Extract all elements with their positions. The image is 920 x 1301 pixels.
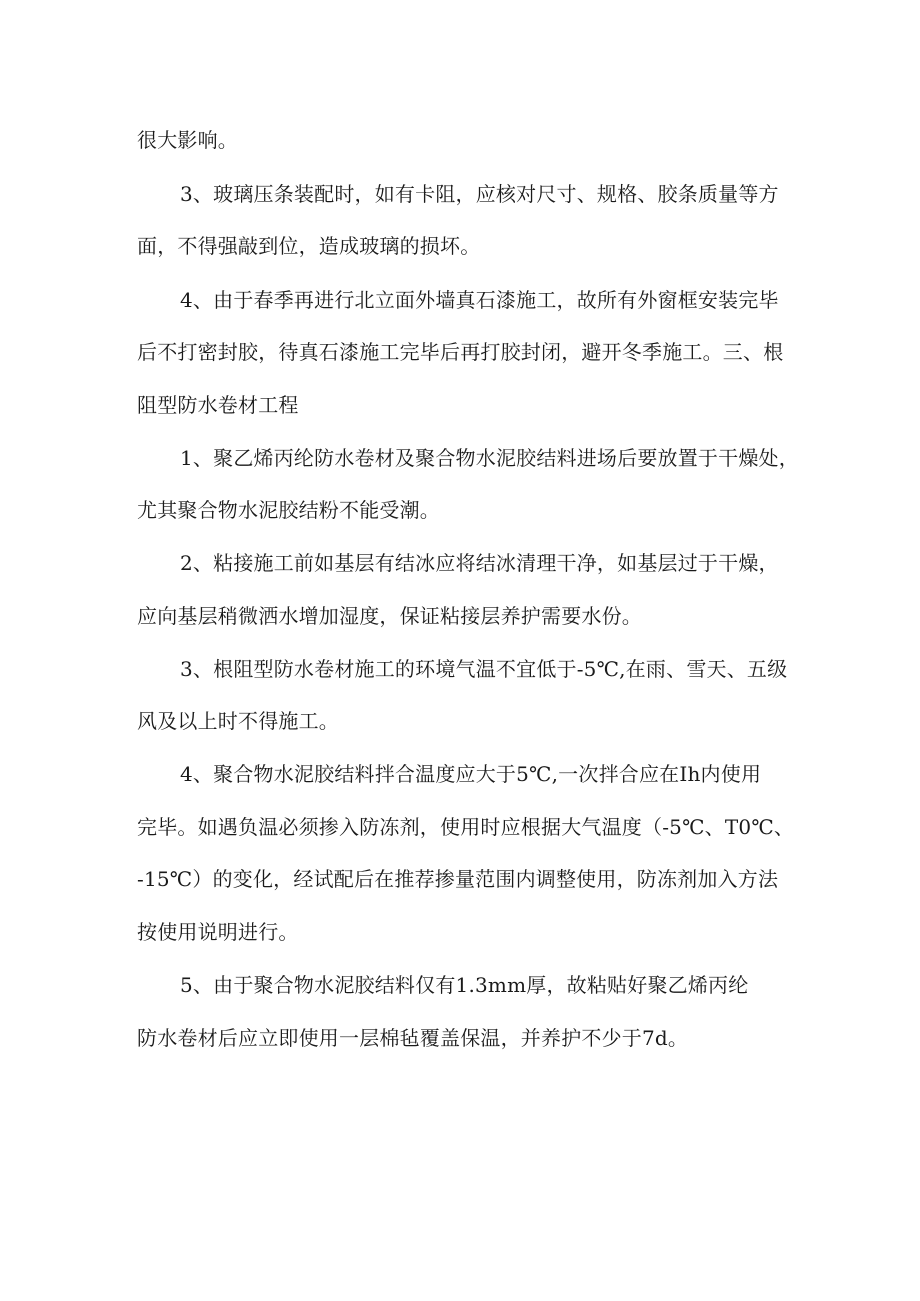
text-line: 防水卷材后应立即使用一层棉毡覆盖保温，并养护不少于7d。 xyxy=(137,1026,689,1050)
text-line: 1、聚乙烯丙纶防水卷材及聚合物水泥胶结料进场后要放置于干燥处， xyxy=(180,446,799,470)
text-line: 尤其聚合物水泥胶结粉不能受潮。 xyxy=(137,498,440,522)
text-line: 后不打密封胶，待真石漆施工完毕后再打胶封闭，避开冬季施工。三、根 xyxy=(137,340,784,364)
text-line: 很大影响。 xyxy=(137,128,238,152)
text-line: 4、由于春季再进行北立面外墙真石漆施工，故所有外窗框安装完毕 xyxy=(180,288,779,312)
text-line: 2、粘接施工前如基层有结冰应将结冰清理干净，如基层过于干燥， xyxy=(180,551,779,575)
text-line: 风及以上时不得施工。 xyxy=(137,709,339,733)
text-line: -15℃）的变化，经试配后在推荐掺量范围内调整使用，防冻剂加入方法 xyxy=(137,867,779,891)
text-line: 完毕。如遇负温必须掺入防冻剂，使用时应根据大气温度（-5℃、T0℃、 xyxy=(137,815,795,839)
text-line: 应向基层稍微洒水增加湿度，保证粘接层养护需要水份。 xyxy=(137,604,642,628)
text-line: 按使用说明进行。 xyxy=(137,920,299,944)
text-line: 面，不得强敲到位，造成玻璃的损坏。 xyxy=(137,234,481,258)
text-line: 5、由于聚合物水泥胶结料仅有1.3mm厚，故粘贴好聚乙烯丙纶 xyxy=(180,973,749,997)
text-line: 阻型防水卷材工程 xyxy=(137,393,299,417)
text-line: 3、根阻型防水卷材施工的环境气温不宜低于-5℃,在雨、雪天、五级 xyxy=(180,657,788,681)
text-line: 3、玻璃压条装配时，如有卡阻，应核对尺寸、规格、胶条质量等方 xyxy=(180,182,779,206)
text-line: 4、聚合物水泥胶结料拌合温度应大于5℃,一次拌合应在Ih内使用 xyxy=(180,762,762,786)
